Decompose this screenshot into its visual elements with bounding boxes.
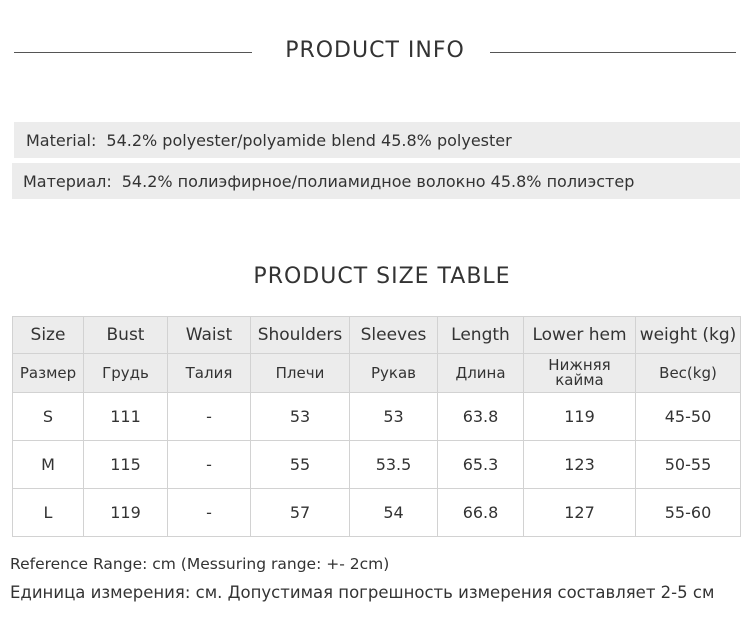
material-label-en: Material:: [26, 130, 97, 150]
size-table-header-en: [13, 317, 741, 354]
cell-shoulders: 53: [251, 393, 350, 441]
cell-length: 66.8: [438, 489, 524, 537]
cell-weight: 45-50: [636, 393, 741, 441]
cell-sleeves: 53: [350, 393, 438, 441]
cell-size: S: [13, 393, 84, 441]
header-length: Length: [438, 317, 524, 354]
size-table-heading: [0, 264, 750, 294]
header-ru-length: Длина: [438, 354, 524, 393]
cell-bust: 119: [84, 489, 168, 537]
header-lower-hem: Lower hem: [524, 317, 636, 354]
cell-length: 63.8: [438, 393, 524, 441]
cell-sleeves: 54: [350, 489, 438, 537]
product-info-title: PRODUCT INFO: [285, 38, 465, 63]
header-ru-size: Размер: [13, 354, 84, 393]
table-row-m: [13, 441, 741, 489]
cell-bust: 111: [84, 393, 168, 441]
cell-lower-hem: 123: [524, 441, 636, 489]
header-ru-waist: Талия: [168, 354, 251, 393]
header-ru-bust: Грудь: [84, 354, 168, 393]
reference-note-ru: Единица измерения: см. Допустимая погрешность измерения составляет 2-5 см: [10, 583, 715, 602]
material-label-ru: Материал:: [23, 171, 112, 191]
cell-waist: -: [168, 489, 251, 537]
material-value-en: 54.2% polyester/polyamide blend 45.8% polyester: [106, 130, 512, 150]
heading-divider-right: [490, 52, 736, 53]
cell-waist: -: [168, 393, 251, 441]
size-table: [12, 316, 741, 537]
cell-size: M: [13, 441, 84, 489]
header-sleeves: Sleeves: [350, 317, 438, 354]
header-bust: Bust: [84, 317, 168, 354]
cell-waist: -: [168, 441, 251, 489]
cell-lower-hem: 119: [524, 393, 636, 441]
cell-size: L: [13, 489, 84, 537]
header-size: Size: [13, 317, 84, 354]
header-shoulders: Shoulders: [251, 317, 350, 354]
header-ru-sleeves: Рукав: [350, 354, 438, 393]
size-table-header-ru: [13, 354, 741, 393]
table-row-l: [13, 489, 741, 537]
material-row-en: [14, 122, 740, 158]
header-ru-lower-hem: Нижняя кайма: [524, 354, 636, 393]
cell-sleeves: 53.5: [350, 441, 438, 489]
reference-note-en: Reference Range: cm (Messuring range: +- 2cm): [10, 555, 390, 573]
header-weight: weight (kg): [636, 317, 741, 354]
cell-length: 65.3: [438, 441, 524, 489]
cell-shoulders: 55: [251, 441, 350, 489]
size-table-title: PRODUCT SIZE TABLE: [253, 264, 511, 289]
material-row-ru: [12, 163, 740, 199]
cell-lower-hem: 127: [524, 489, 636, 537]
header-ru-weight: Вес(kg): [636, 354, 741, 393]
cell-weight: 50-55: [636, 441, 741, 489]
cell-shoulders: 57: [251, 489, 350, 537]
product-info-heading: [0, 38, 750, 68]
cell-weight: 55-60: [636, 489, 741, 537]
material-value-ru: 54.2% полиэфирное/полиамидное волокно 45.8% полиэстер: [121, 171, 635, 191]
table-row-s: [13, 393, 741, 441]
header-ru-shoulders: Плечи: [251, 354, 350, 393]
cell-bust: 115: [84, 441, 168, 489]
header-waist: Waist: [168, 317, 251, 354]
